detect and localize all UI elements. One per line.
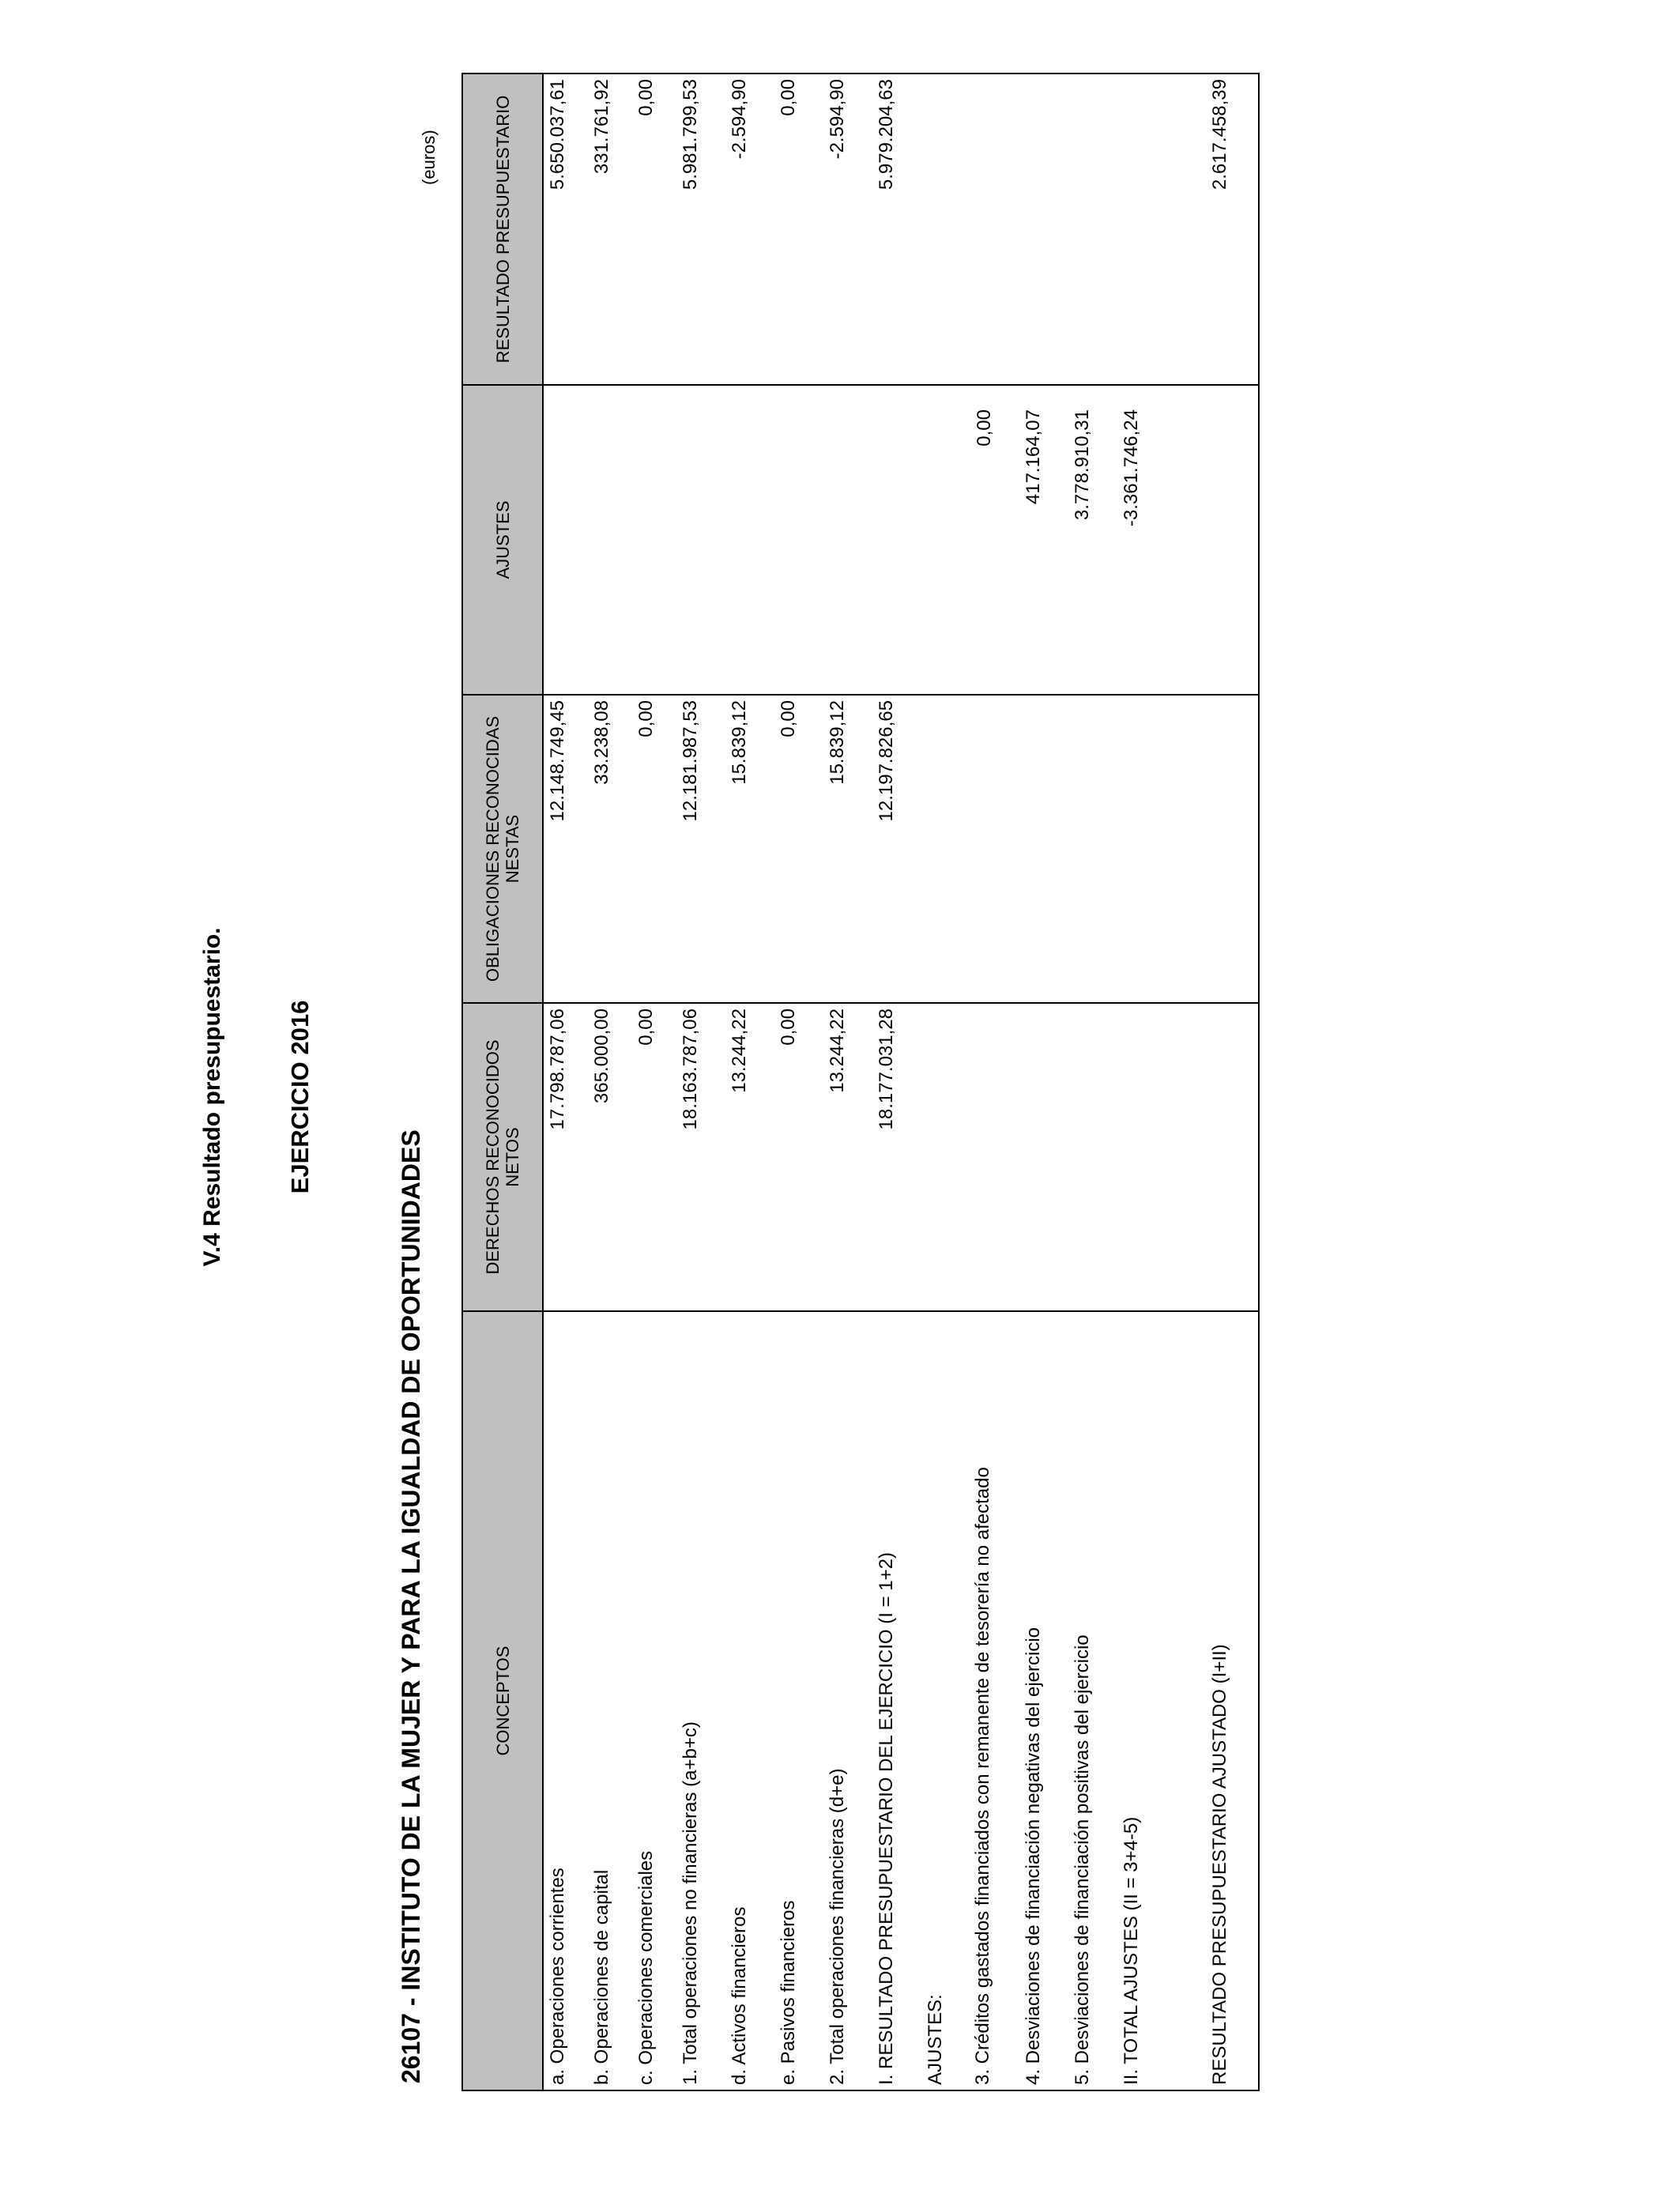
cell-obligaciones: 12.197.826,65 <box>876 695 925 1003</box>
cell-ajustes: -3.361.746,24 <box>1121 385 1170 695</box>
cell-ajustes <box>925 385 974 695</box>
cell-ajustes <box>876 385 925 695</box>
cell-resultado <box>1072 74 1121 385</box>
cell-derechos: 13.244,22 <box>729 1003 778 1311</box>
table-row <box>680 74 729 2090</box>
cell-obligaciones <box>1121 695 1170 1003</box>
cell-ajustes <box>591 385 635 695</box>
cell-derechos <box>1201 1003 1259 1311</box>
cell-ajustes <box>1201 385 1259 695</box>
table-row <box>635 74 680 2090</box>
column-header-resultado: RESULTADO PRESUPUESTARIO <box>462 74 543 385</box>
column-header-ajustes: AJUSTES <box>462 385 543 695</box>
cell-concept: c. Operaciones comerciales <box>635 1311 680 2090</box>
cell-obligaciones: 15.839,12 <box>729 695 778 1003</box>
cell-obligaciones: 0,00 <box>778 695 827 1003</box>
cell-resultado: 0,00 <box>778 74 827 385</box>
cell-resultado: 2.617.458,39 <box>1201 74 1259 385</box>
cell-concept: 5. Desviaciones de financiación positivas del ejercicio <box>1072 1311 1121 2090</box>
cell-obligaciones <box>1072 695 1121 1003</box>
cell-derechos: 365.000,00 <box>591 1003 635 1311</box>
cell-obligaciones: 33.238,08 <box>591 695 635 1003</box>
table-row <box>1072 74 1121 2090</box>
cell-resultado <box>974 74 1023 385</box>
table-row <box>827 74 876 2090</box>
cell-ajustes <box>778 385 827 695</box>
cell-resultado <box>1023 74 1072 385</box>
cell-derechos <box>1023 1003 1072 1311</box>
cell-resultado <box>925 74 974 385</box>
cell-resultado <box>1121 74 1170 385</box>
currency-note: (euros) <box>419 130 439 185</box>
cell-derechos <box>1121 1003 1170 1311</box>
cell-concept: 3. Créditos gastados financiados con remanente de tesorería no afectado <box>974 1311 1023 2090</box>
table-row <box>876 74 925 2090</box>
cell-concept: 4. Desviaciones de financiación negativas del ejercicio <box>1023 1311 1072 2090</box>
cell-concept: 2. Total operaciones financieras (d+e) <box>827 1311 876 2090</box>
column-header-obligaciones: OBLIGACIONES RECONOCIDAS NESTAS <box>462 695 543 1003</box>
cell-concept: a. Operaciones corrientes <box>543 1311 591 2090</box>
cell-derechos: 0,00 <box>778 1003 827 1311</box>
cell-concept: b. Operaciones de capital <box>591 1311 635 2090</box>
cell-derechos <box>974 1003 1023 1311</box>
column-header-derechos: DERECHOS RECONOCIDOS NETOS <box>462 1003 543 1311</box>
cell-ajustes <box>827 385 876 695</box>
table-row <box>1201 74 1259 2090</box>
table-row <box>543 74 591 2090</box>
cell-concept: AJUSTES: <box>925 1311 974 2090</box>
cell-resultado: -2.594,90 <box>729 74 778 385</box>
cell-ajustes <box>543 385 591 695</box>
cell-resultado: -2.594,90 <box>827 74 876 385</box>
cell-obligaciones <box>1201 695 1259 1003</box>
cell-concept: 1. Total operaciones no financieras (a+b+c) <box>680 1311 729 2090</box>
cell-resultado: 5.981.799,53 <box>680 74 729 385</box>
column-header-conceptos: CONCEPTOS <box>462 1311 543 2090</box>
table-row <box>778 74 827 2090</box>
cell-ajustes: 3.778.910,31 <box>1072 385 1121 695</box>
cell-obligaciones <box>925 695 974 1003</box>
cell-resultado: 0,00 <box>635 74 680 385</box>
cell-resultado: 331.761,92 <box>591 74 635 385</box>
cell-obligaciones: 12.148.749,45 <box>543 695 591 1003</box>
table-row <box>1023 74 1072 2090</box>
cell-concept: e. Pasivos financieros <box>778 1311 827 2090</box>
spacer-row <box>1170 74 1201 2090</box>
table-row <box>729 74 778 2090</box>
cell-concept: II. TOTAL AJUSTES (II = 3+4-5) <box>1121 1311 1170 2090</box>
cell-concept: I. RESULTADO PRESUPUESTARIO DEL EJERCICIO (I = 1+2) <box>876 1311 925 2090</box>
table-row <box>974 74 1023 2090</box>
cell-ajustes <box>635 385 680 695</box>
cell-obligaciones: 15.839,12 <box>827 695 876 1003</box>
cell-derechos: 17.798.787,06 <box>543 1003 591 1311</box>
document-title: V.4 Resultado presupuestario. <box>199 927 225 1267</box>
cell-obligaciones <box>1023 695 1072 1003</box>
cell-derechos: 18.163.787,06 <box>680 1003 729 1311</box>
cell-obligaciones: 12.181.987,53 <box>680 695 729 1003</box>
cell-obligaciones: 0,00 <box>635 695 680 1003</box>
fiscal-year: EJERCICIO 2016 <box>286 1000 314 1194</box>
table-row <box>925 74 974 2090</box>
cell-obligaciones <box>974 695 1023 1003</box>
cell-ajustes <box>680 385 729 695</box>
cell-derechos <box>925 1003 974 1311</box>
cell-ajustes: 417.164,07 <box>1023 385 1072 695</box>
cell-ajustes: 0,00 <box>974 385 1023 695</box>
entity-name: 26107 - INSTITUTO DE LA MUJER Y PARA LA IGUALDAD DE OPORTUNIDADES <box>397 1129 425 2083</box>
table-row <box>1121 74 1170 2090</box>
cell-derechos: 0,00 <box>635 1003 680 1311</box>
cell-resultado: 5.979.204,63 <box>876 74 925 385</box>
cell-derechos: 13.244,22 <box>827 1003 876 1311</box>
table-header-row <box>462 74 543 2090</box>
cell-derechos <box>1072 1003 1121 1311</box>
cell-resultado: 5.650.037,61 <box>543 74 591 385</box>
budget-result-table <box>461 73 1260 2091</box>
cell-ajustes <box>729 385 778 695</box>
cell-derechos: 18.177.031,28 <box>876 1003 925 1311</box>
cell-concept: d. Activos financieros <box>729 1311 778 2090</box>
table-row <box>591 74 635 2090</box>
cell-concept: RESULTADO PRESUPUESTARIO AJUSTADO (I+II) <box>1201 1311 1259 2090</box>
